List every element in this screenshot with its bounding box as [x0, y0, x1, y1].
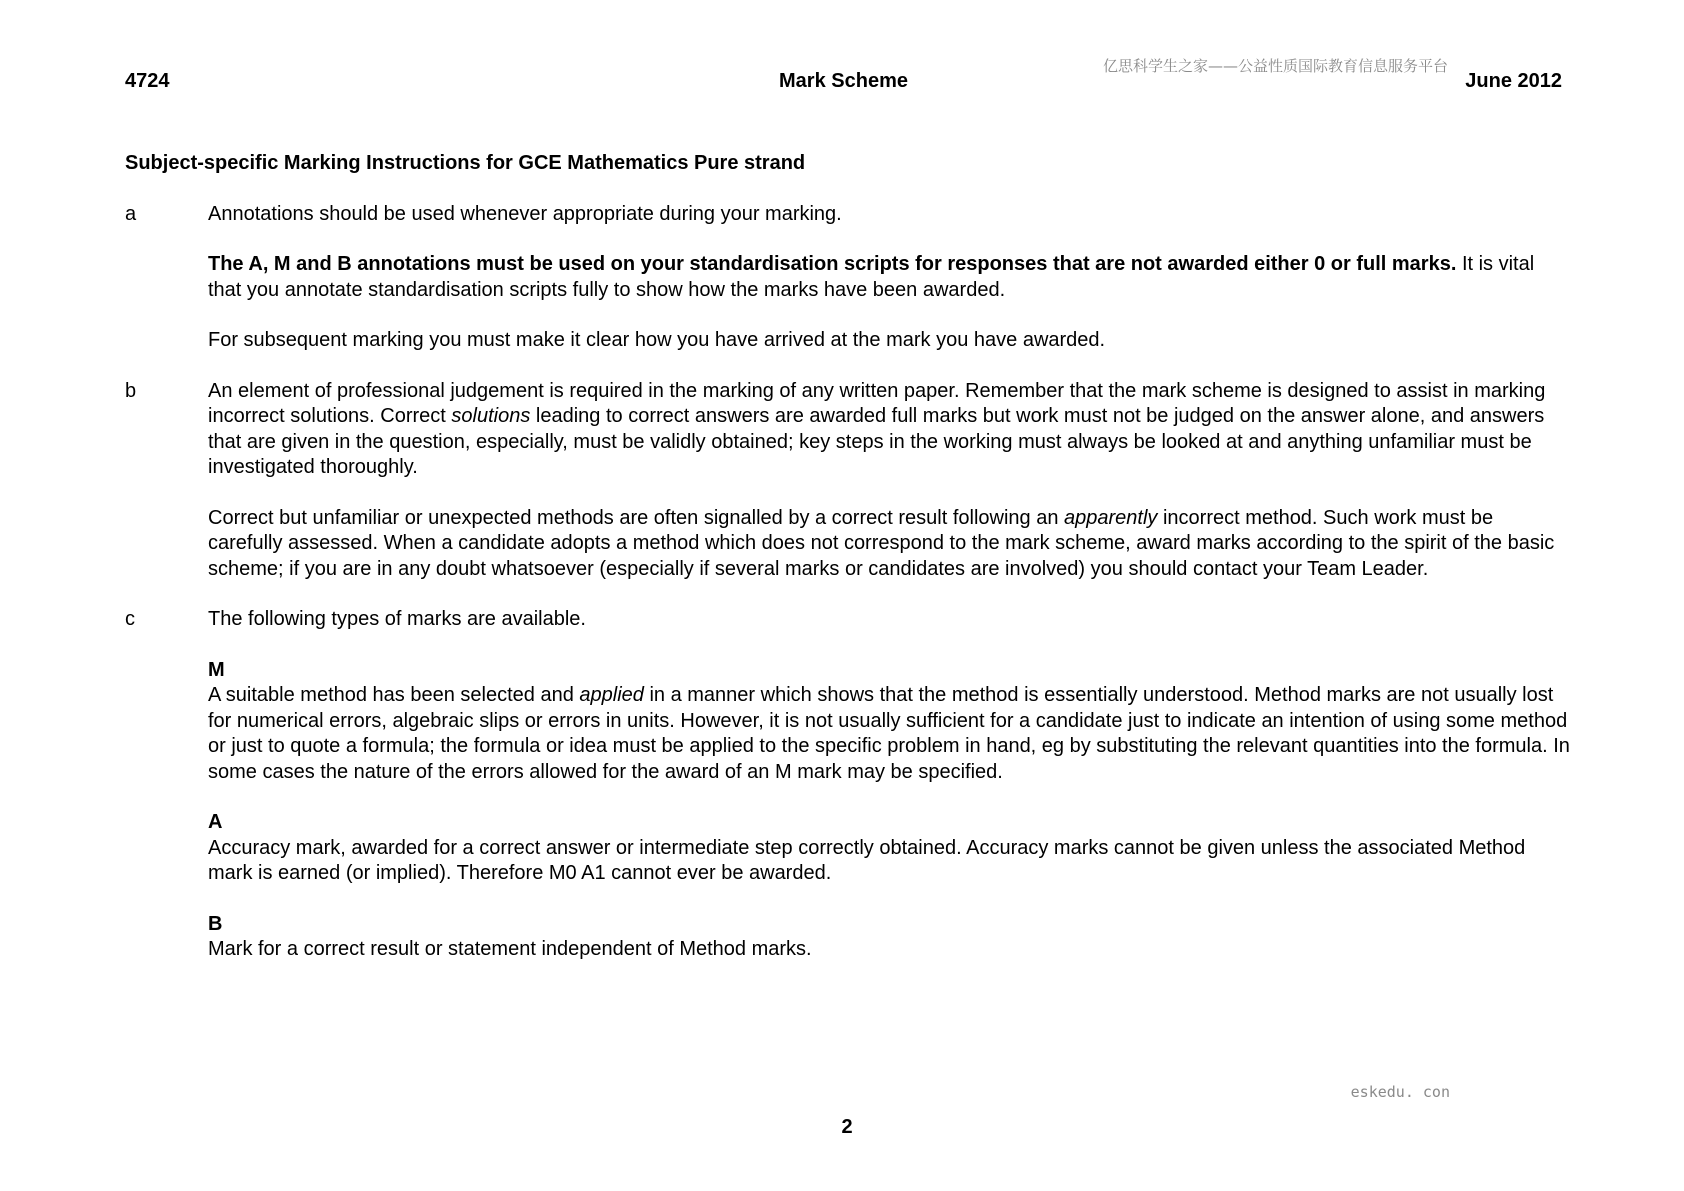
item-marker-c: c [125, 608, 135, 630]
instruction-b-paragraph-2 [208, 506, 1570, 583]
instruction-b-text-2a: Correct but unfamiliar or unexpected methods are often signalled by a correct result following an [208, 506, 1065, 529]
instruction-c-text-1: The following types of marks are available. [208, 608, 586, 630]
mark-type-m [208, 658, 1570, 786]
instruction-a-bold-text: The A, M and B annotations must be used on your standardisation scripts for responses that are not awarded either 0 or full marks. [208, 253, 1457, 275]
instruction-b-italic-2: apparently [1064, 506, 1158, 529]
section-heading: Subject-specific Marking Instructions for GCE Mathematics Pure strand [125, 152, 806, 174]
mark-type-b [208, 912, 1570, 963]
instruction-c-paragraph-1 [208, 607, 1570, 633]
instruction-a-text-1: Annotations should be used whenever appropriate during your marking. [208, 202, 842, 225]
watermark-top: 亿思科学生之家——公益性质国际教育信息服务平台 [1102, 57, 1448, 75]
mark-type-m-text-a: A suitable method has been selected and [208, 684, 580, 706]
instruction-a-text-2: It is vital that you annotate standardisation scripts fully to show how the marks have been awarded. [208, 253, 1535, 301]
instruction-a-paragraph-3 [208, 328, 1570, 354]
instruction-b [125, 379, 1570, 583]
instruction-a [125, 202, 1570, 354]
page-number: 2 [841, 1116, 853, 1138]
item-marker-a: a [125, 202, 137, 225]
instruction-b-paragraph-1 [208, 379, 1570, 481]
watermark-bottom: eskedu. con [1350, 1083, 1450, 1101]
mark-type-m-label: M [208, 658, 225, 681]
main-content [125, 151, 1570, 988]
instruction-c [125, 607, 1570, 963]
mark-type-m-italic: applied [579, 684, 644, 706]
mark-type-a-text: Accuracy mark, awarded for a correct answer or intermediate step correctly obtained. Accuracy marks cannot be given unless the associated Method mark is earned (or implied). Therefore M0 A1 cannot ever be awarded. [208, 836, 1526, 884]
mark-type-b-text: Mark for a correct result or statement independent of Method marks. [208, 938, 812, 960]
instruction-a-paragraph-1 [208, 202, 1570, 228]
page-header [125, 70, 1562, 96]
mark-type-b-label: B [208, 912, 223, 935]
instruction-a-text-3: For subsequent marking you must make it clear how you have arrived at the mark you have awarded. [208, 329, 1106, 351]
instruction-b-italic-1: solutions [451, 405, 531, 427]
instruction-b-text-1a: An element of professional judgement is required in the marking of any written paper. Remember that the mark scheme is designed to assist in marking incorrect solutions. Correct [208, 379, 1546, 427]
exam-date: June 2012 [1465, 70, 1562, 92]
instruction-b-text-1b: leading to correct answers are awarded full marks but work must not be judged on the answer alone, and answers that are given in the question, especially, must be validly obtained; key steps in the working must always be looked at and anything unfamiliar must be investigated thoroughly. [208, 405, 1545, 478]
paper-code: 4724 [125, 70, 170, 92]
mark-type-a [208, 810, 1570, 887]
mark-type-a-label: A [208, 811, 223, 833]
instruction-a-paragraph-2 [208, 252, 1570, 303]
instruction-b-text-2b: incorrect method. Such work must be carefully assessed. When a candidate adopts a method which does not correspond to the mark scheme, award marks according to the spirit of the basic scheme; if you are in any doubt whatsoever (especially if several marks or candidates are involved) you should contact your Team Leader. [208, 506, 1555, 580]
mark-type-m-text-b: in a manner which shows that the method is essentially understood. Method marks are not usually lost for numerical errors, algebraic slips or errors in units. However, it is not usually sufficient for a candidate just to indicate an intention of using some method or just to quote a formula; the formula or idea must be applied to the specific problem in hand, eg by substituting the relevant quantities into the formula. In some cases the nature of the errors allowed for the award of an M mark may be specified. [208, 684, 1570, 783]
header-title: Mark Scheme [779, 70, 908, 92]
item-marker-b: b [125, 379, 137, 402]
